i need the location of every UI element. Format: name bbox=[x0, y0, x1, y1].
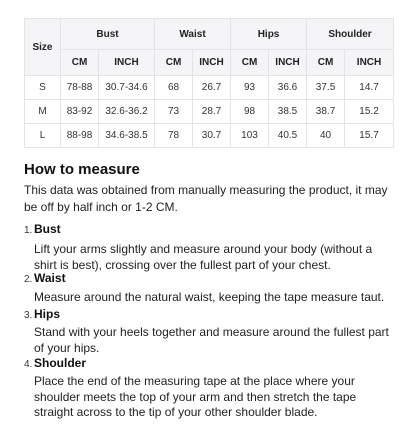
step-number: 2. bbox=[24, 274, 33, 285]
size-cell: L bbox=[25, 124, 61, 148]
table-cell: 36.6 bbox=[269, 76, 307, 100]
intro-text: This data was obtained from manually measuring the product, it may be off by half inch or 1-2 CM. bbox=[24, 183, 388, 214]
table-cell: 103 bbox=[231, 124, 269, 148]
step-number: 1. bbox=[24, 225, 33, 236]
table-cell: 83-92 bbox=[61, 100, 99, 124]
table-cell: 68 bbox=[155, 76, 193, 100]
table-cell: 40.5 bbox=[269, 124, 307, 148]
table-cell: 14.7 bbox=[345, 76, 394, 100]
table-cell: 93 bbox=[231, 76, 269, 100]
table-cell: 15.2 bbox=[345, 100, 394, 124]
unit-header-shoulder-cm: CM bbox=[307, 50, 345, 76]
unit-header-shoulder-inch: INCH bbox=[345, 50, 394, 76]
step-title-bust: Bust bbox=[34, 222, 61, 236]
table-cell: 37.5 bbox=[307, 76, 345, 100]
table-cell: 15.7 bbox=[345, 124, 394, 148]
table-cell: 73 bbox=[155, 100, 193, 124]
step-desc-waist: Measure around the natural waist, keeping the tape measure taut. bbox=[34, 290, 385, 304]
step-title-waist: Waist bbox=[34, 271, 66, 285]
table-row bbox=[25, 100, 394, 124]
unit-header-waist-cm: CM bbox=[155, 50, 193, 76]
table-cell: 30.7 bbox=[193, 124, 231, 148]
table-cell: 40 bbox=[307, 124, 345, 148]
table-cell: 26.7 bbox=[193, 76, 231, 100]
unit-header-hips-inch: INCH bbox=[269, 50, 307, 76]
step-desc-bust: Lift your arms slightly and measure around your body (without a shirt is best), crossing over the fullest part of your chest. bbox=[34, 242, 373, 272]
group-header-hips: Hips bbox=[231, 19, 307, 50]
table-cell: 30.7-34.6 bbox=[99, 76, 155, 100]
size-cell: M bbox=[25, 100, 61, 124]
table-cell: 88-98 bbox=[61, 124, 99, 148]
table-cell: 98 bbox=[231, 100, 269, 124]
table-row bbox=[25, 76, 394, 100]
size-chart-table bbox=[24, 18, 394, 148]
unit-header-bust-inch: INCH bbox=[99, 50, 155, 76]
step-title-hips: Hips bbox=[34, 307, 61, 321]
unit-header-waist-inch: INCH bbox=[193, 50, 231, 76]
step-number: 3. bbox=[24, 310, 33, 321]
table-cell: 78-88 bbox=[61, 76, 99, 100]
table-cell: 38.5 bbox=[269, 100, 307, 124]
table-row bbox=[25, 124, 394, 148]
group-header-shoulder: Shoulder bbox=[307, 19, 394, 50]
table-cell: 78 bbox=[155, 124, 193, 148]
group-header-waist: Waist bbox=[155, 19, 231, 50]
how-to-measure-title: How to measure bbox=[24, 161, 140, 178]
step-desc-shoulder: Place the end of the measuring tape at the place where your shoulder meets the top of your arm and then stretch the tape straight across to the tip of your other shoulder blade. bbox=[34, 374, 357, 419]
unit-header-bust-cm: CM bbox=[61, 50, 99, 76]
step-title-shoulder: Shoulder bbox=[34, 356, 87, 370]
group-header-bust: Bust bbox=[61, 19, 155, 50]
table-cell: 28.7 bbox=[193, 100, 231, 124]
table-cell: 38.7 bbox=[307, 100, 345, 124]
unit-header-hips-cm: CM bbox=[231, 50, 269, 76]
size-header: Size bbox=[25, 19, 61, 76]
table-cell: 34.6-38.5 bbox=[99, 124, 155, 148]
step-number: 4. bbox=[24, 359, 33, 370]
size-cell: S bbox=[25, 76, 61, 100]
step-desc-hips: Stand with your heels together and measure around the fullest part of your hips. bbox=[34, 325, 389, 355]
table-cell: 32.6-36.2 bbox=[99, 100, 155, 124]
